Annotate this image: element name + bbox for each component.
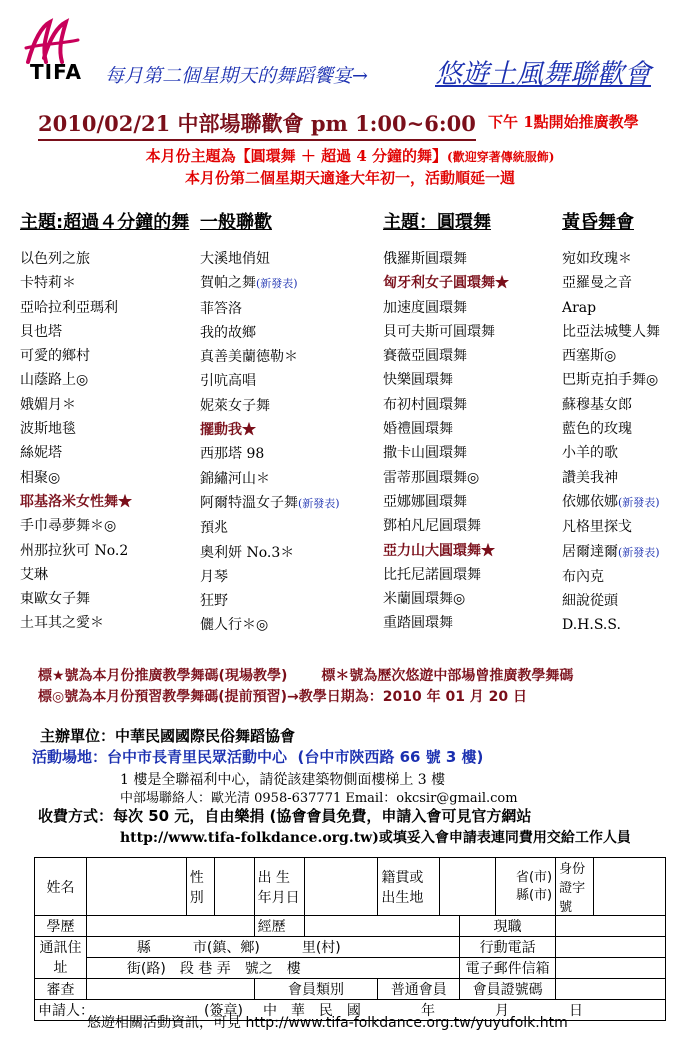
form-label-birth: 出 生年月日 xyxy=(254,858,304,916)
form-label-education: 學歷 xyxy=(35,916,87,937)
fee-info: 收費方式：每次 50 元，自由樂捐 (協會會員免費，申請入會可見官方網站 xyxy=(38,807,532,825)
list-item: Arap xyxy=(562,299,597,316)
column-header-evening: 黃昏舞會 xyxy=(562,212,634,233)
list-item: 引吭高唱 xyxy=(200,373,256,390)
list-item: 加速度圓環舞 xyxy=(383,299,467,316)
new-tag: (新發表) xyxy=(618,495,660,509)
list-item: 大溪地俏妞 xyxy=(200,251,270,267)
review-field xyxy=(86,979,254,1000)
list-item: 蘇穆基女郎 xyxy=(562,396,632,413)
experience-field[interactable] xyxy=(304,916,460,937)
list-item: 亞羅曼之音 xyxy=(562,275,632,292)
list-item: 儷人行＊◎ xyxy=(200,617,269,634)
list-item: 阿爾特溫女子舞(新發表) xyxy=(200,494,340,511)
list-item: 依娜依娜(新發表) xyxy=(562,493,660,510)
new-tag: (新發表) xyxy=(618,545,660,559)
list-item: 居爾達爾(新發表) xyxy=(562,543,660,560)
list-item: 凡格里探戈 xyxy=(562,519,632,536)
occupation-field[interactable] xyxy=(556,916,666,937)
tifa-logo-icon xyxy=(20,18,80,66)
form-label-mobile: 行動電話 xyxy=(460,937,556,958)
list-item: 巴斯克拍手舞◎ xyxy=(562,372,659,389)
form-label-province-county: 省(市) 縣(市) xyxy=(496,858,556,916)
list-item: 鄧柏凡尼圓環舞 xyxy=(383,518,481,535)
list-item: 讚美我神 xyxy=(562,469,618,486)
list-item: 米蘭圓環舞◎ xyxy=(383,591,466,608)
list-item: 可愛的鄉村 xyxy=(20,348,90,365)
list-item: 錦繡河山＊ xyxy=(200,470,270,487)
legend-line-2: 標◎號為本月份預習教學舞碼(提前預習)→教學日期為：2010 年 01 月 20 日 xyxy=(38,689,528,705)
list-item: 波斯地毯 xyxy=(20,421,76,438)
list-item: 布內克 xyxy=(562,568,604,585)
legend-line-1: 標★號為本月份推廣教學舞碼(現場教學) 標＊號為歷次悠遊中部場曾推廣教學舞碼 xyxy=(38,668,574,684)
list-item: 細說從頭 xyxy=(562,593,618,610)
form-label-experience: 經歷 xyxy=(254,916,304,937)
list-item: 擺動我★ xyxy=(200,422,256,439)
form-label-address: 通訊住址 xyxy=(35,937,87,979)
list-item: 撒卡山圓環舞 xyxy=(383,445,467,462)
footer-info: 悠遊相關活動資訊，可見 http://www.tifa-folkdance.org.tw/yuyufolk.htm xyxy=(87,1015,568,1031)
list-item: 菲答洛 xyxy=(200,300,242,317)
form-label-email: 電子郵件信箱 xyxy=(460,958,556,979)
list-item: 雷蒂那圓環舞◎ xyxy=(383,469,480,486)
list-item: 重踏圓環舞 xyxy=(383,615,453,632)
column-header-long-dances: 主題:超過４分鐘的舞 xyxy=(20,212,190,233)
list-item: 貝也塔 xyxy=(20,323,62,340)
list-item: 預兆 xyxy=(200,520,228,537)
list-item: 比托尼諾圓環舞 xyxy=(383,566,481,583)
venue: 活動場地：台中市長青里民眾活動中心 (台中市陝西路 66 號 3 樓) xyxy=(32,748,484,766)
form-label-member-no: 會員證號碼 xyxy=(460,979,556,1000)
origin-field[interactable] xyxy=(440,858,496,916)
teaching-start: 下午 1點開始推廣教學 xyxy=(488,113,639,131)
mobile-field[interactable] xyxy=(556,937,666,958)
form-label-occupation: 現職 xyxy=(460,916,556,937)
list-item: 亞力山大圓環舞★ xyxy=(383,542,495,559)
form-label-origin: 籍貫或出生地 xyxy=(378,858,440,916)
list-item: 賀帕之舞(新發表) xyxy=(200,275,298,292)
event-title: 悠遊土風舞聯歡會 xyxy=(435,59,651,90)
list-item: 賽薇亞圓環舞 xyxy=(383,348,467,365)
list-item: 婚禮圓環舞 xyxy=(383,421,453,438)
list-item: 匈牙利女子圓環舞★ xyxy=(383,275,509,292)
form-label-name: 姓名 xyxy=(35,858,87,916)
fee-url: http://www.tifa-folkdance.org.tw)或填妥入會申請表連同費用交給工作人員 xyxy=(120,830,631,846)
logo-text: TIFA xyxy=(30,60,82,84)
dance-list-long xyxy=(20,247,132,636)
organizer: 主辦單位：中華民國國際民俗舞蹈協會 xyxy=(40,727,296,745)
address-field-line-1[interactable]: 縣 市(鎮、鄉) 里(村) xyxy=(86,937,459,958)
list-item: 娥媚月＊ xyxy=(20,396,76,413)
education-field[interactable] xyxy=(86,916,254,937)
sex-field[interactable] xyxy=(214,858,254,916)
list-item: 亞娜娜圓環舞 xyxy=(383,493,467,510)
form-label-sex: 性別 xyxy=(186,858,214,916)
id-field[interactable] xyxy=(594,858,666,916)
list-item: 小羊的歌 xyxy=(562,445,618,462)
list-item: 山蔭路上◎ xyxy=(20,372,89,389)
list-item: 奧利妍 No.3＊ xyxy=(200,544,295,561)
list-item: 州那拉狄可 No.2 xyxy=(20,542,129,559)
list-item: 真善美蘭德勒＊ xyxy=(200,349,298,366)
form-label-review: 審查 xyxy=(35,979,87,1000)
list-item: 手巾尋夢舞＊◎ xyxy=(20,518,117,535)
theme-line: 本月份主題為【圓環舞 ＋ 超過 4 分鐘的舞】(歡迎穿著傳統服飾) xyxy=(145,147,555,165)
form-label-member-type: 會員類別 xyxy=(254,979,378,1000)
dance-list-evening xyxy=(562,247,660,638)
contact-info: 中部場聯絡人：歐光清 0958-637771 Email：okcsir@gmail.com xyxy=(120,791,518,806)
list-item: 西塞斯◎ xyxy=(562,348,617,365)
list-item: 狂野 xyxy=(200,593,228,610)
column-header-general: 一般聯歡 xyxy=(200,212,272,233)
column-header-circle: 主題：圓環舞 xyxy=(383,212,491,233)
new-tag: (新發表) xyxy=(298,496,340,510)
floor-note: 1 樓是全聯福利中心，請從該建築物側面樓梯上 3 樓 xyxy=(120,772,446,788)
list-item: 宛如玫瑰＊ xyxy=(562,251,632,267)
name-field[interactable] xyxy=(86,858,186,916)
event-date: 2010/02/21 中部場聯歡會 pm 1:00~6:00 xyxy=(38,108,476,141)
notice-line: 本月份第二個星期天適逢大年初一，活動順延一週 xyxy=(184,169,515,187)
list-item: 月琴 xyxy=(200,568,228,585)
list-item: 耶基洛米女性舞★ xyxy=(20,493,132,510)
tagline: 每月第二個星期天的舞蹈饗宴→ xyxy=(105,65,368,87)
email-field[interactable] xyxy=(556,958,666,979)
list-item: 西那塔 98 xyxy=(200,446,265,463)
list-item: 貝可夫斯可圓環舞 xyxy=(383,323,495,340)
dance-list-circle xyxy=(383,247,509,636)
list-item: 土耳其之愛＊ xyxy=(20,615,104,632)
list-item: 東歐女子舞 xyxy=(20,591,90,608)
list-item: 卡特莉＊ xyxy=(20,275,76,292)
list-item: 妮萊女子舞 xyxy=(200,397,270,414)
address-field-line-2[interactable]: 街(路) 段 巷 弄 號之 樓 xyxy=(86,958,459,979)
member-no-field[interactable] xyxy=(556,979,666,1000)
applicant-signature-row[interactable]: 申請人： (簽章) 中 華 民 國 年 月 日 xyxy=(35,1000,666,1021)
list-item: 絲妮塔 xyxy=(20,445,62,462)
new-tag: (新發表) xyxy=(256,277,298,291)
list-item: 相聚◎ xyxy=(20,469,61,486)
list-item: 艾琳 xyxy=(20,566,48,583)
list-item: 比亞法城雙人舞 xyxy=(562,323,660,340)
membership-form xyxy=(34,857,666,1021)
dance-list-general xyxy=(200,247,340,638)
birth-field[interactable] xyxy=(304,858,378,916)
member-type-regular: 普通會員 xyxy=(378,979,460,1000)
list-item: D.H.S.S. xyxy=(562,617,621,634)
list-item: 藍色的玫瑰 xyxy=(562,421,632,438)
list-item: 俄羅斯圓環舞 xyxy=(383,251,467,267)
list-item: 布初村圓環舞 xyxy=(383,396,467,413)
list-item: 我的故鄉 xyxy=(200,324,256,341)
list-item: 快樂圓環舞 xyxy=(383,372,453,389)
list-item: 亞哈拉利亞瑪利 xyxy=(20,299,118,316)
list-item: 以色列之旅 xyxy=(20,251,90,267)
form-label-id: 身份證字 號 xyxy=(556,858,594,916)
